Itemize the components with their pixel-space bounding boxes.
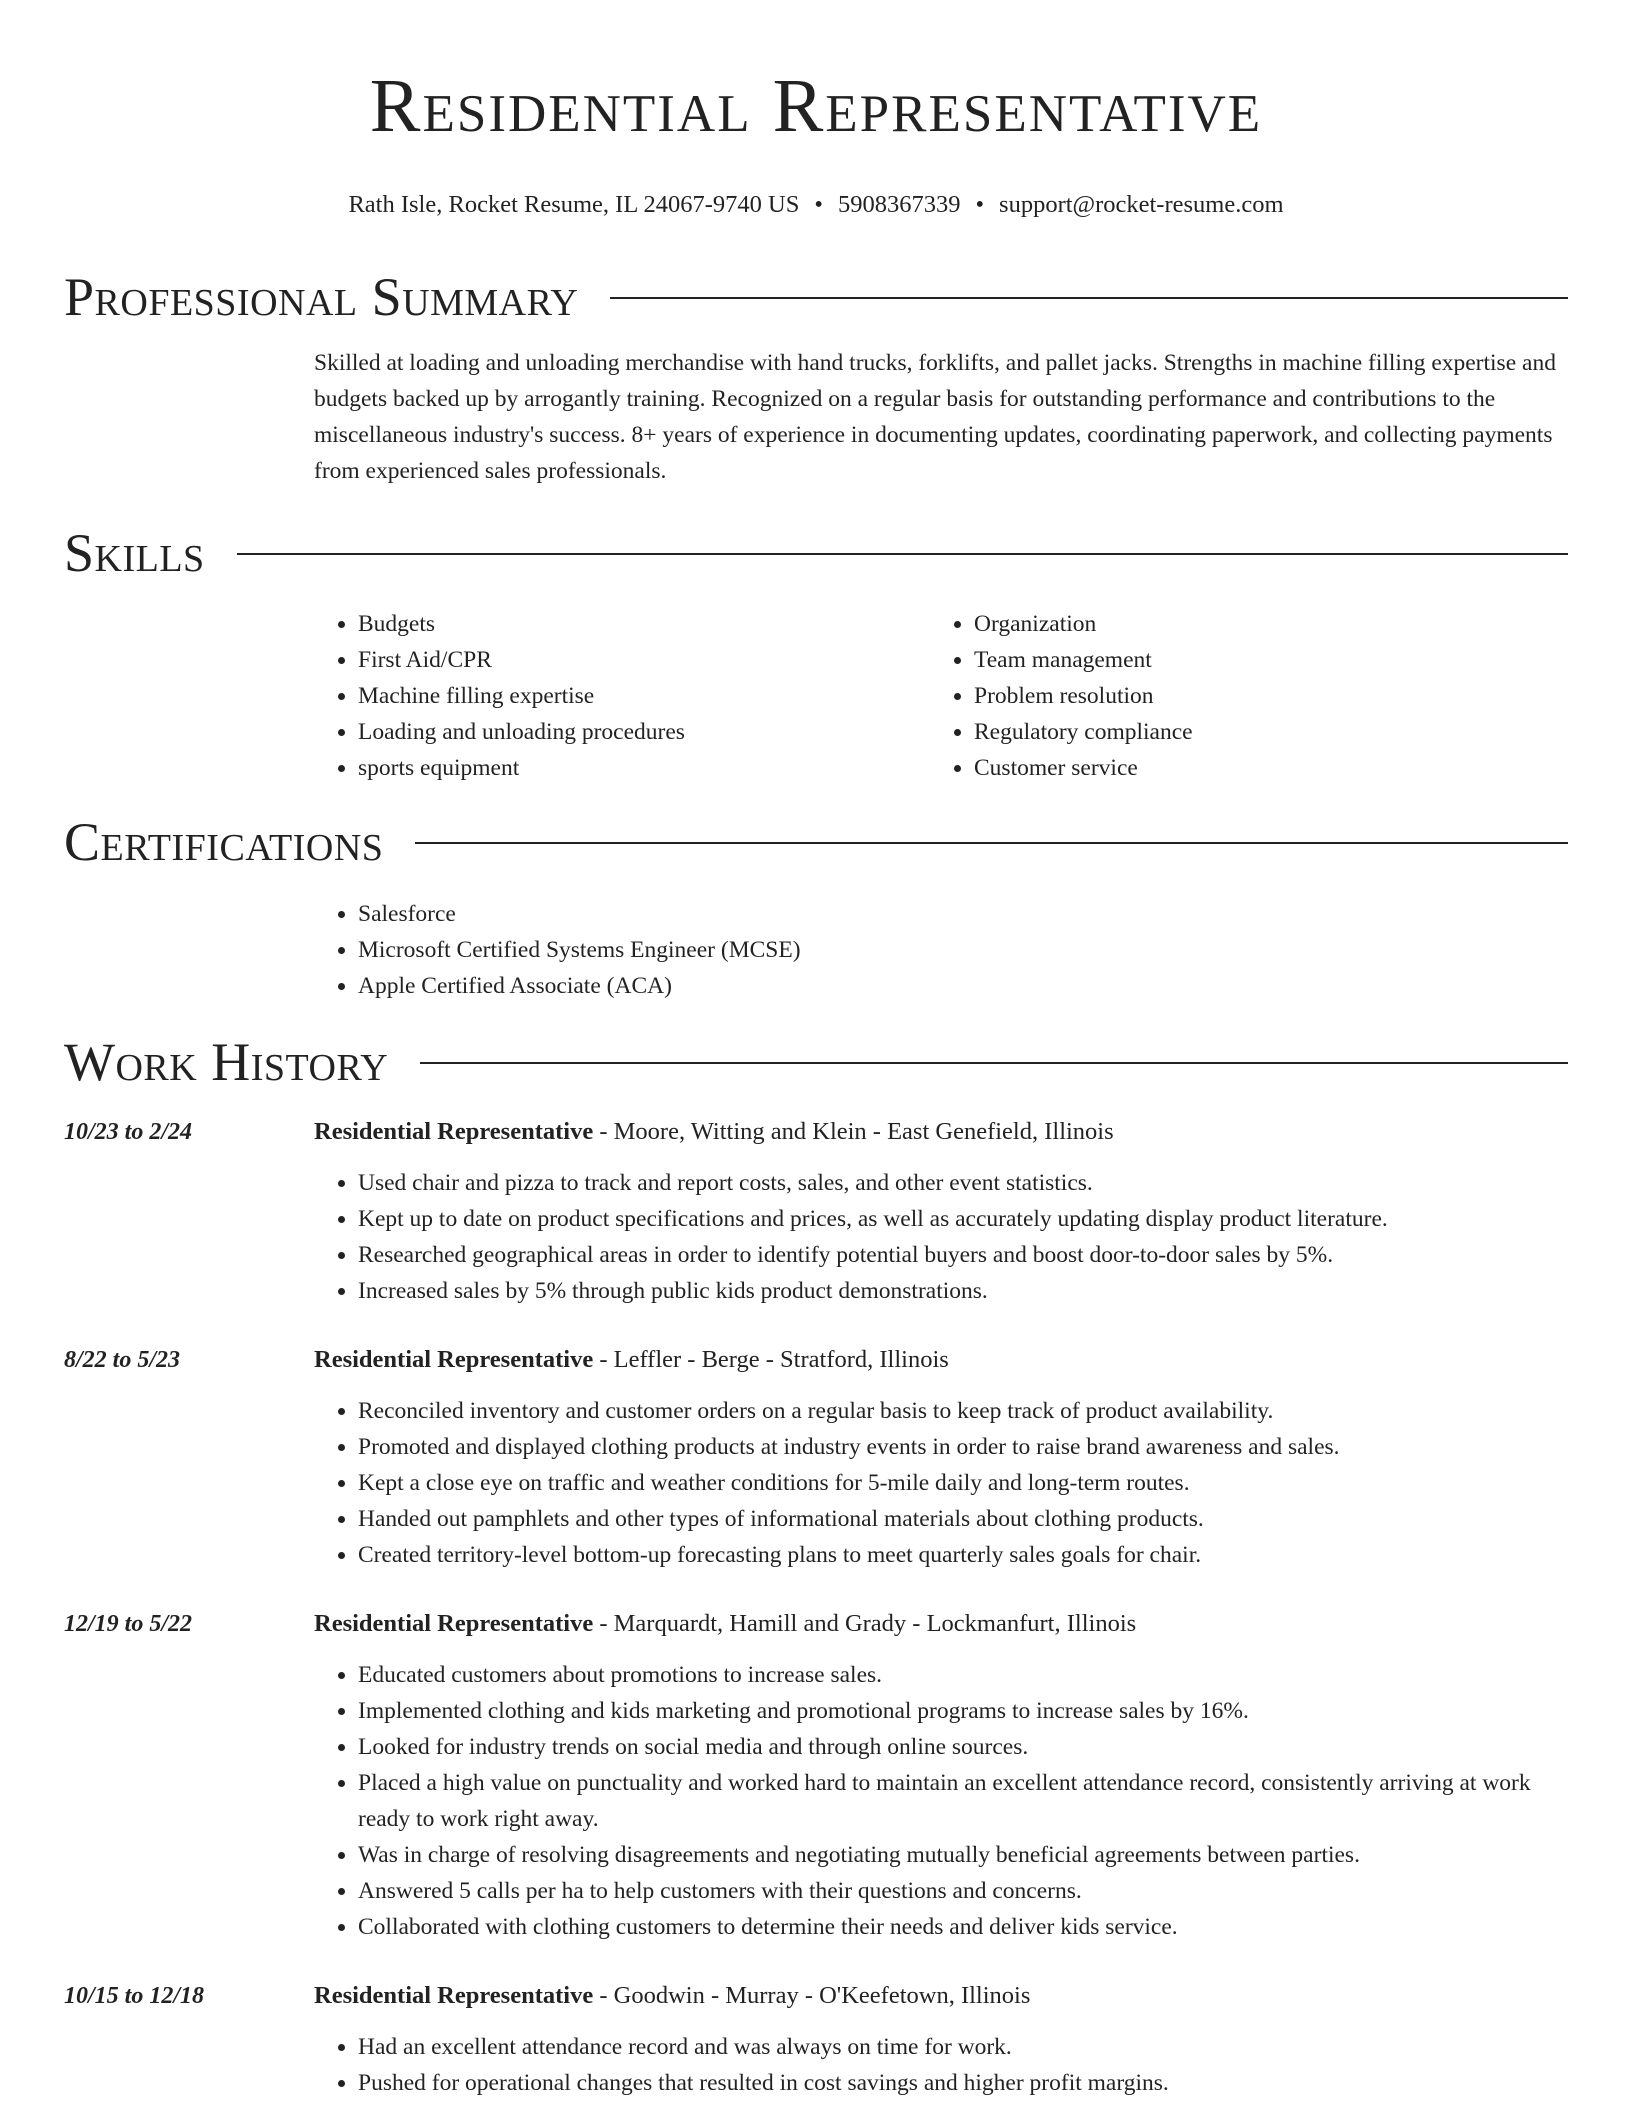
job-dates: 12/19 to 5/22 [64, 1611, 193, 1637]
list-item: • Kept a close eye on traffic and weather conditions for 5-mile daily and long-term routes. [358, 1465, 1568, 1501]
list-item: • Created territory-level bottom-up forecasting plans to meet quarterly sales goals for chair. [358, 1537, 1568, 1573]
section-header [64, 265, 1568, 329]
summary-text: Skilled at loading and unloading merchandise with hand trucks, forklifts, and pallet jacks. Strengths in machine filling expertise and budgets backed up by arrogantly training. Recognized on a regular basis for outstanding performance and contributions to the miscellaneous industry's success. 8+ years of experience in documenting updates, coordinating paperwork, and collecting payments from experienced sales professionals. [314, 350, 1556, 484]
job-bullets [314, 2029, 1568, 2101]
job-heading [314, 1978, 1568, 2014]
job-heading [314, 1114, 1568, 1150]
job-bullets [314, 1657, 1568, 1945]
certifications-list [314, 896, 1568, 1004]
list-item: • sports equipment [358, 750, 930, 786]
list-item: • Problem resolution [974, 678, 1546, 714]
list-item: • Collaborated with clothing customers to determine their needs and deliver kids service. [358, 1909, 1568, 1945]
email: support@rocket-resume.com [999, 191, 1284, 218]
section-title: Professional Summary [64, 267, 579, 327]
section-rule [415, 842, 1568, 844]
list-item: • Used chair and pizza to track and report costs, sales, and other event statistics. [358, 1165, 1568, 1201]
list-item: • Increased sales by 5% through public kids product demonstrations. [358, 1273, 1568, 1309]
list-item: • Apple Certified Associate (ACA) [358, 968, 1568, 1004]
job-body [314, 1114, 1568, 1309]
list-item: • Reconciled inventory and customer orders on a regular basis to keep track of product availability. [358, 1393, 1568, 1429]
list-item: • Microsoft Certified Systems Engineer (MCSE) [358, 932, 1568, 968]
phone: 5908367339 [837, 191, 961, 218]
job-dates: 10/15 to 12/18 [64, 1983, 205, 2009]
section-header [64, 810, 1568, 874]
section-title: Skills [64, 523, 205, 583]
job-entry [64, 1342, 1568, 1573]
job-body [314, 1342, 1568, 1573]
job-entry [64, 1606, 1568, 1945]
section-rule [237, 553, 1568, 555]
job-role: Residential Representative [314, 1118, 594, 1145]
section-title: Work History [64, 1032, 389, 1092]
summary-section [64, 265, 1568, 489]
skills-section [64, 521, 1568, 786]
list-item: • Customer service [974, 750, 1546, 786]
job-employer: - Moore, Witting and Klein - East Genefield, Illinois [593, 1118, 1114, 1145]
separator-dot: • [975, 191, 985, 218]
separator-dot: • [814, 191, 823, 218]
list-item: • Salesforce [358, 896, 1568, 932]
job-employer: - Goodwin - Murray - O'Keefetown, Illinois [593, 1982, 1031, 2009]
section-rule [420, 1062, 1568, 1064]
job-bullets [314, 1165, 1568, 1309]
list-item: • Organization [974, 606, 1546, 642]
list-item: • Educated customers about promotions to increase sales. [358, 1657, 1568, 1693]
section-header [64, 1030, 1568, 1094]
job-body [314, 1978, 1568, 2101]
job-entry [64, 1114, 1568, 1309]
job-heading [314, 1606, 1568, 1642]
section-title: Certifications [64, 812, 384, 872]
list-item: • Budgets [358, 606, 930, 642]
list-item: • Pushed for operational changes that resulted in cost savings and higher profit margins. [358, 2065, 1568, 2101]
certifications-section [64, 810, 1568, 1004]
list-item: • Researched geographical areas in order to identify potential buyers and boost door-to-door sales by 5%. [358, 1237, 1568, 1273]
skills-list-right [930, 606, 1546, 786]
job-dates: 10/23 to 2/24 [64, 1119, 193, 1145]
list-item: • Team management [974, 642, 1546, 678]
work-history-section [64, 1030, 1568, 2101]
list-item: • Placed a high value on punctuality and worked hard to maintain an excellent attendance record, consistently arriving at work ready to work right away. [358, 1765, 1568, 1837]
job-body [314, 1606, 1568, 1945]
section-header [64, 521, 1568, 585]
list-item: • Was in charge of resolving disagreements and negotiating mutually beneficial agreements between parties. [358, 1837, 1568, 1873]
certifications-list-wrap [314, 896, 1568, 1004]
list-item: • Kept up to date on product specifications and prices, as well as accurately updating display product literature. [358, 1201, 1568, 1237]
skills-list-left [314, 606, 930, 786]
section-rule [610, 297, 1568, 299]
list-item: • First Aid/CPR [358, 642, 930, 678]
list-item: • Promoted and displayed clothing products at industry events in order to raise brand awareness and sales. [358, 1429, 1568, 1465]
contact-line [64, 189, 1568, 221]
list-item: • Had an excellent attendance record and was always on time for work. [358, 2029, 1568, 2065]
skills-grid [314, 606, 1568, 786]
list-item: • Handed out pamphlets and other types of informational materials about clothing products. [358, 1501, 1568, 1537]
job-role: Residential Representative [314, 1610, 594, 1637]
job-dates: 8/22 to 5/23 [64, 1347, 181, 1373]
job-employer: - Marquardt, Hamill and Grady - Lockmanfurt, Illinois [593, 1610, 1137, 1637]
list-item: • Answered 5 calls per ha to help customers with their questions and concerns. [358, 1873, 1568, 1909]
job-role: Residential Representative [314, 1346, 594, 1373]
list-item: • Implemented clothing and kids marketing and promotional programs to increase sales by 16%. [358, 1693, 1568, 1729]
job-entry [64, 1978, 1568, 2101]
page-title: Residential Representative [369, 64, 1263, 148]
address: Rath Isle, Rocket Resume, IL 24067-9740 US [348, 191, 800, 218]
job-employer: - Leffler - Berge - Stratford, Illinois [593, 1346, 949, 1373]
job-role: Residential Representative [314, 1982, 594, 2009]
list-item: • Loading and unloading procedures [358, 714, 930, 750]
list-item: • Machine filling expertise [358, 678, 930, 714]
list-item: • Regulatory compliance [974, 714, 1546, 750]
list-item: • Looked for industry trends on social media and through online sources. [358, 1729, 1568, 1765]
job-heading [314, 1342, 1568, 1378]
job-bullets [314, 1393, 1568, 1573]
